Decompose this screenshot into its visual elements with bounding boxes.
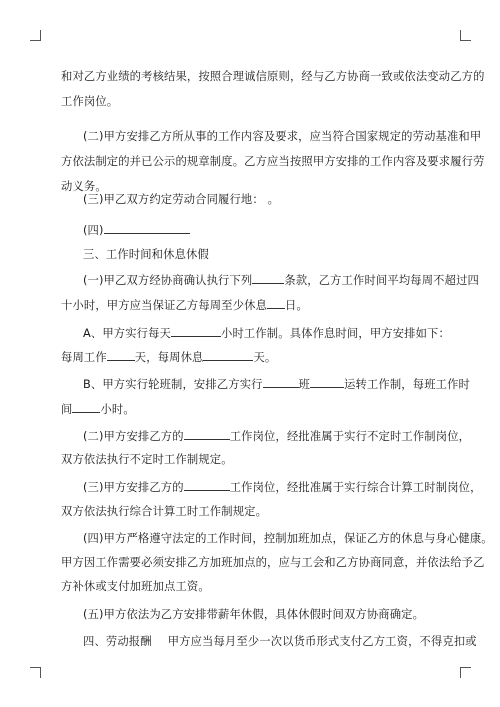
- blank-field: [184, 479, 230, 491]
- clause-4-line: [83, 222, 453, 239]
- clause-3-line: [83, 192, 453, 208]
- paragraph-line: [61, 154, 485, 170]
- clause-line: [83, 607, 453, 623]
- text: (二)甲方安排乙方的: [83, 430, 184, 443]
- crop-mark-top-right: [460, 30, 471, 41]
- text: 天，每周休息: [134, 351, 204, 364]
- crop-mark-bottom-right: [460, 667, 471, 678]
- text: (三)甲乙双方约定劳动合同履行地：: [83, 193, 264, 206]
- blank-field: [263, 376, 299, 388]
- text: 十小时，甲方应当保证乙方每周至少休息: [61, 299, 268, 312]
- text: (四): [83, 224, 104, 237]
- text: (三)甲方安排乙方的: [83, 481, 184, 494]
- text: 双方依法执行综合计算工时工作制规定。: [61, 505, 268, 518]
- paragraph-line: [61, 297, 451, 314]
- clause-2-line: [83, 129, 482, 145]
- blank-field: [104, 222, 190, 234]
- text: 工作岗位。: [61, 95, 119, 108]
- text: 日。: [285, 299, 308, 312]
- blank-field: [171, 325, 221, 337]
- section-heading: [83, 247, 453, 263]
- option-a-line: [83, 325, 453, 342]
- section-title: 三、工作时间和休息休假: [83, 248, 209, 261]
- text: (二)甲方安排乙方所从事的工作内容及要求，应当符合国家规定的劳动基准和甲: [83, 130, 482, 143]
- paragraph-line: [61, 94, 451, 110]
- section-heading: [83, 634, 477, 650]
- paragraph-line: [61, 349, 451, 366]
- paragraph-line: [61, 555, 485, 571]
- clause-line: [83, 428, 471, 445]
- text: 每周工作: [61, 351, 107, 364]
- blank-field: [72, 401, 100, 413]
- text: 间: [61, 403, 73, 416]
- text: 天。: [253, 351, 277, 364]
- text: 小时。: [100, 403, 135, 416]
- text: 。: [267, 193, 280, 206]
- text: 甲方因工作需要必须安排乙方加班加点的，应与工会和乙方协商同意，并依法给予乙: [61, 556, 485, 569]
- blank-field: [107, 349, 135, 361]
- text: 小时工作制。具体作息时间，甲方安排如下：: [221, 327, 450, 340]
- crop-mark-bottom-left: [30, 667, 41, 678]
- blank-field: [252, 272, 284, 284]
- paragraph-line: [61, 452, 451, 468]
- section-title: 四、劳动报酬: [83, 635, 152, 648]
- text: A、甲方实行每天: [83, 327, 172, 340]
- crop-mark-top-left: [30, 30, 41, 41]
- clause-line: [83, 272, 479, 289]
- paragraph-line: [61, 579, 451, 595]
- text: (四)甲方严格遵守法定的工作时间，控制加班加点，保证乙方的休息与身心健康。: [83, 532, 493, 545]
- paragraph-line: [61, 69, 485, 85]
- clause-line: [83, 479, 482, 496]
- option-b-line: [83, 376, 470, 393]
- text: 方依法制定的并已公示的规章制度。乙方应当按照甲方安排的工作内容及要求履行劳: [61, 155, 485, 168]
- clause-line: [83, 531, 493, 547]
- text: 双方依法执行不定时工作制规定。: [61, 453, 233, 466]
- text: 工作岗位，经批准属于实行综合计算工时制岗位，: [229, 481, 482, 494]
- blank-field: [310, 376, 344, 388]
- text: B、甲方实行轮班制，安排乙方实行: [83, 378, 263, 391]
- text: 运转工作制，每班工作时: [344, 378, 470, 391]
- text: 条款，乙方工作时间平均每周不超过四: [284, 274, 479, 287]
- text: 班: [298, 378, 311, 391]
- blank-field: [267, 297, 285, 309]
- text: 甲方应当每月至少一次以货币形式支付乙方工资，不得克扣或: [167, 635, 477, 648]
- blank-field: [184, 428, 230, 440]
- paragraph-line: [61, 504, 451, 520]
- text: (一)甲乙双方经协商确认执行下列: [83, 274, 253, 287]
- text: 工作岗位，经批准属于实行不定时工作制岗位，: [229, 430, 471, 443]
- text: 动义务。: [61, 180, 107, 193]
- text: 方补休或支付加班加点工资。: [61, 580, 210, 593]
- blank-field: [203, 349, 253, 361]
- text: (五)甲方依法为乙方安排带薪年休假，具体休假时间双方协商确定。: [83, 608, 425, 621]
- text: 和对乙方业绩的考核结果，按照合理诚信原则，经与乙方协商一致或依法变动乙方的: [61, 70, 485, 83]
- paragraph-line: [61, 401, 451, 418]
